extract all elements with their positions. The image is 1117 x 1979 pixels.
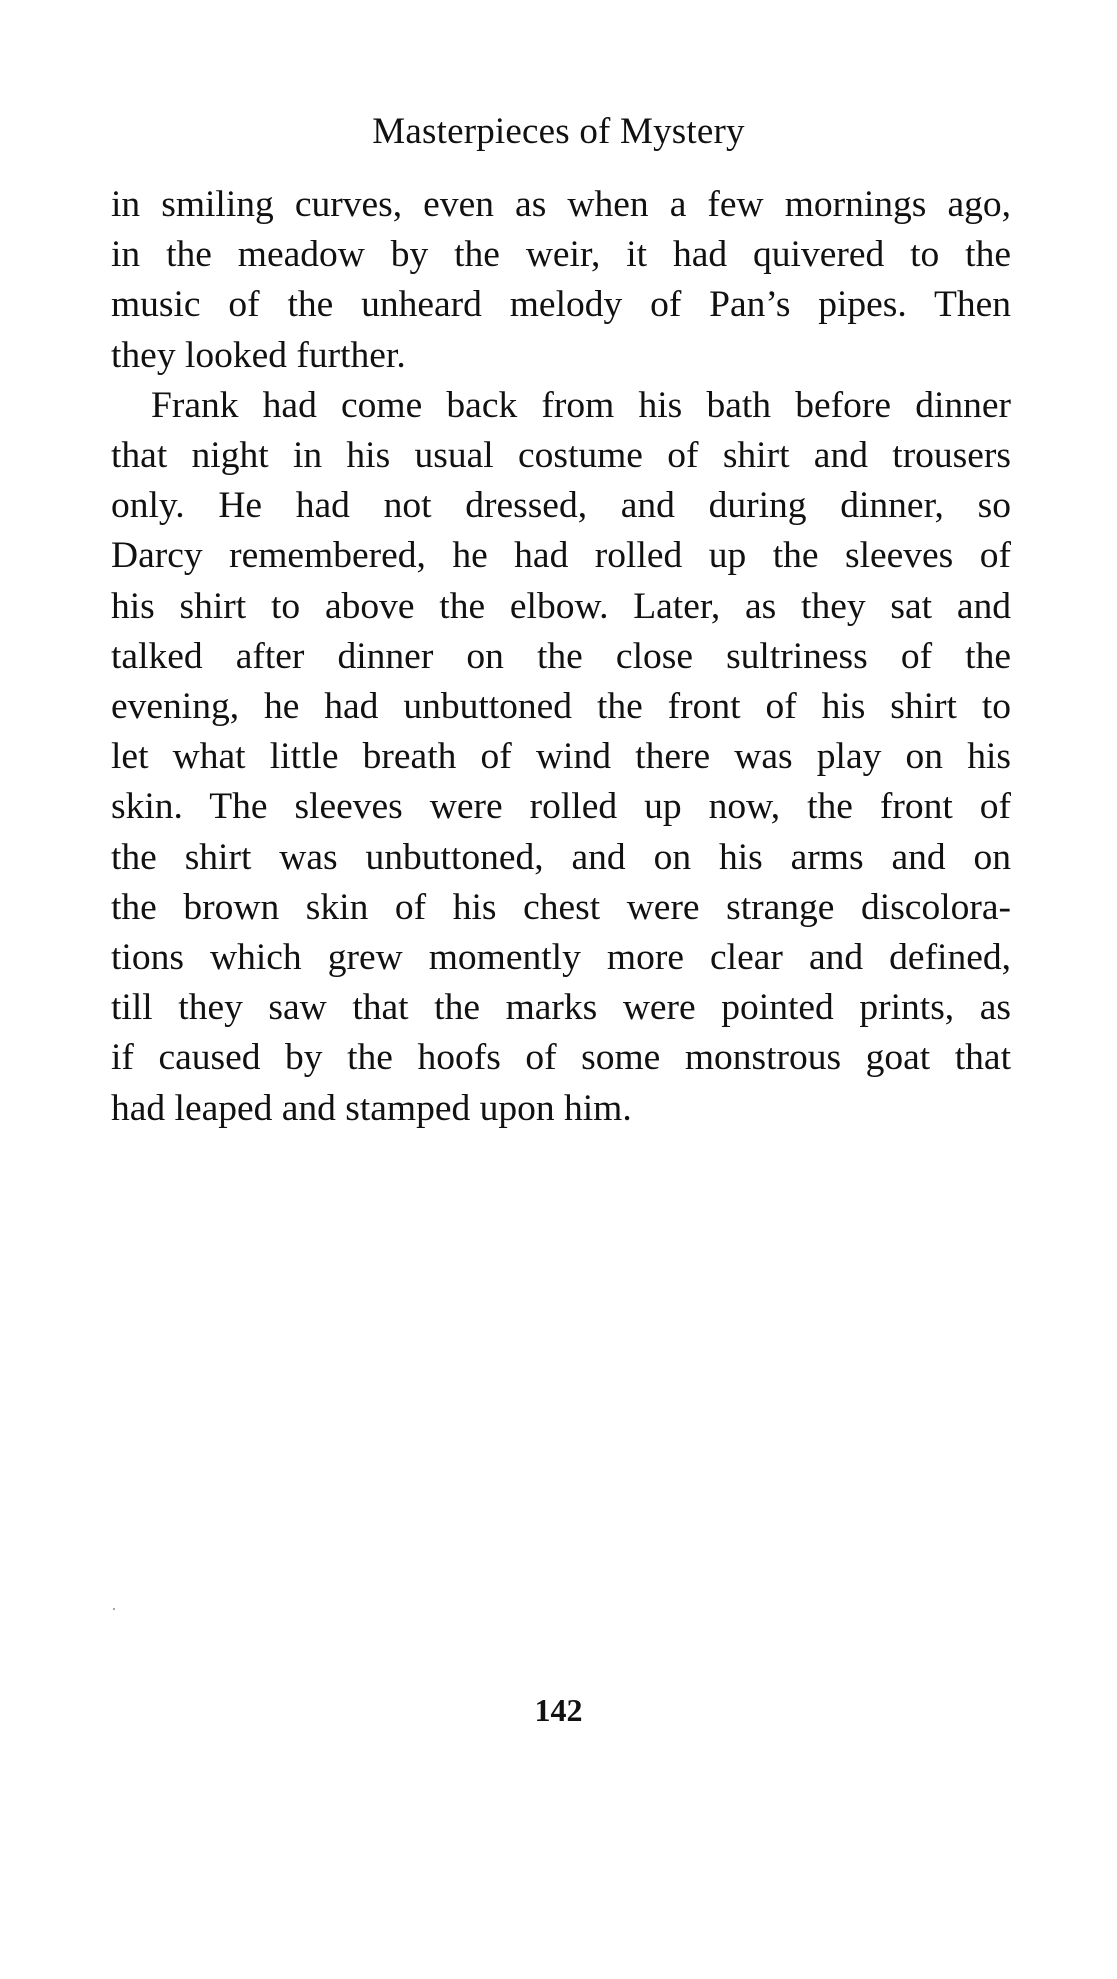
- text-line: that night in his usual costume of shirt and trousers: [111, 435, 1011, 477]
- paragraph-1: [111, 180, 1011, 381]
- text-line: let what little breath of wind there was play on his: [111, 736, 1011, 778]
- text-line: talked after dinner on the close sultriness of the: [111, 635, 1011, 677]
- text-line: they looked further.: [111, 334, 406, 376]
- running-title: Masterpieces of Mystery: [372, 111, 745, 152]
- text-line: tions which grew momently more clear and defined,: [111, 937, 1011, 979]
- print-speck: [113, 1608, 115, 1610]
- text-line: in the meadow by the weir, it had quivered to the: [111, 234, 1011, 276]
- paragraph-2: [111, 381, 1011, 1134]
- text-line: his shirt to above the elbow. Later, as they sat and: [111, 585, 1011, 627]
- text-line: only. He had not dressed, and during dinner, so: [111, 485, 1011, 527]
- text-line: the brown skin of his chest were strange discolora-: [111, 886, 1011, 928]
- text-line: till they saw that the marks were pointed prints, as: [111, 987, 1011, 1029]
- body-text: [111, 180, 1011, 1134]
- text-line: had leaped and stamped upon him.: [111, 1087, 632, 1129]
- text-line: music of the unheard melody of Pan’s pipes. Then: [111, 284, 1011, 326]
- text-line: Frank had come back from his bath before dinner: [151, 384, 1011, 426]
- text-line: skin. The sleeves were rolled up now, the front of: [111, 786, 1011, 828]
- text-line: the shirt was unbuttoned, and on his arms and on: [111, 836, 1011, 878]
- text-line: in smiling curves, even as when a few mornings ago,: [111, 184, 1011, 225]
- text-line: evening, he had unbuttoned the front of his shirt to: [111, 686, 1011, 728]
- text-line: if caused by the hoofs of some monstrous goat that: [111, 1037, 1011, 1079]
- text-line: Darcy remembered, he had rolled up the sleeves of: [111, 535, 1011, 577]
- page-number: 142: [534, 1692, 583, 1728]
